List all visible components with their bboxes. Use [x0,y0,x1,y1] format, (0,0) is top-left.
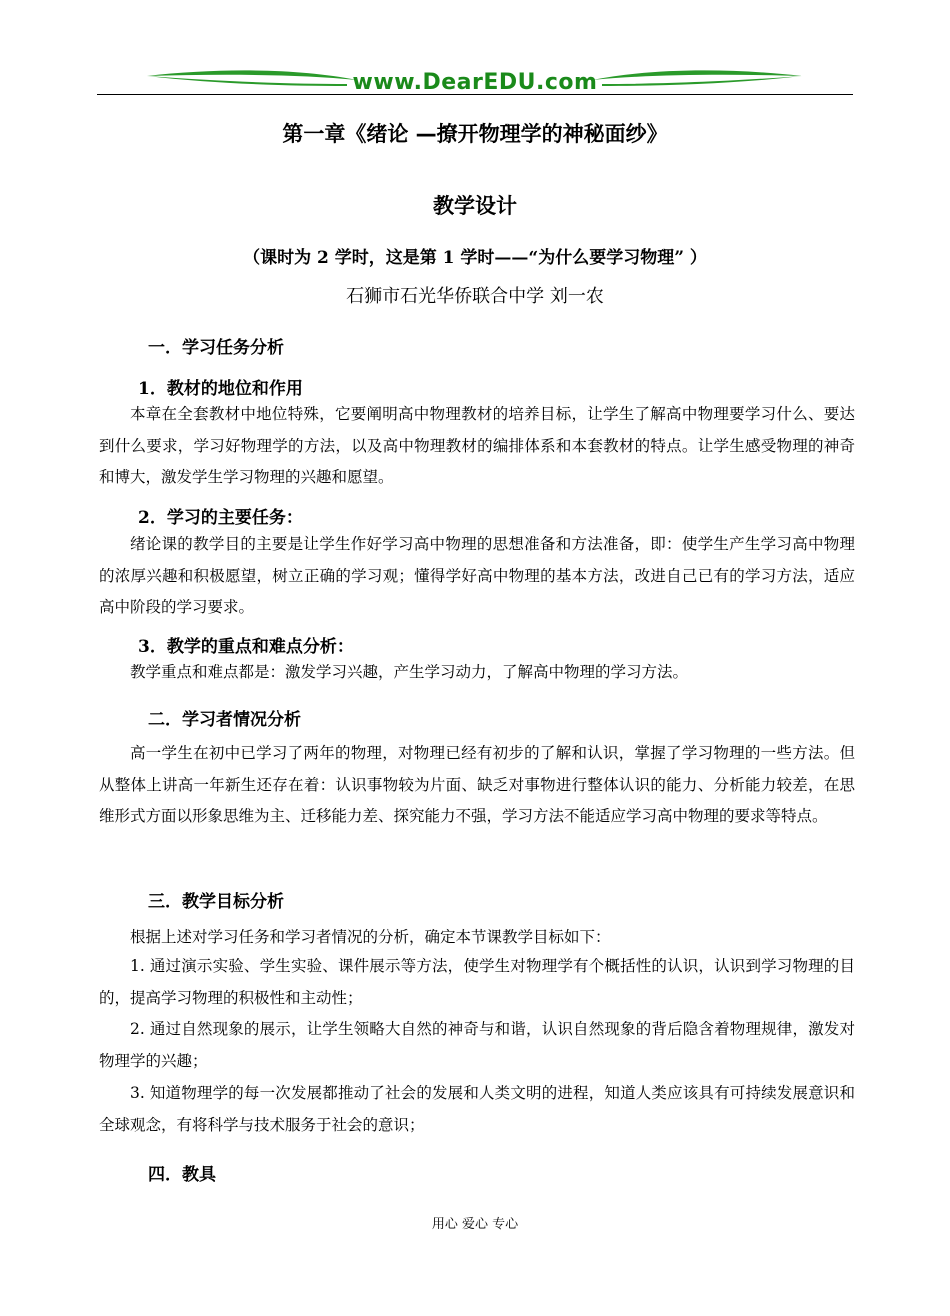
section-heading-learner-analysis: 二．学习者情况分析 [148,710,301,730]
paragraph-learner-analysis: 高一学生在初中已学习了两年的物理，对物理已经有初步的了解和认识，掌握了学习物理的一些方法。但从整体上讲高一年新生还存在着：认识事物较为片面、缺乏对事物进行整体认识的能力、分析能力较差，在思维形式方面以形象思维为主、迁移能力差、探究能力不强，学习方法不能适应学习高中物理的要求等特点。 [99,744,855,825]
section-heading-objectives: 三．教学目标分析 [148,892,284,912]
paragraph-textbook-role: 本章在全套教材中地位特殊，它要阐明高中物理教材的培养目标，让学生了解高中物理要学习什么、要达到什么要求，学习好物理学的方法，以及高中物理教材的编排体系和本套教材的特点。让学生感受物理的神奇和博大，激发学生学习物理的兴趣和愿望。 [99,405,855,486]
section-heading-task-analysis: 一．学习任务分析 [148,338,284,358]
objective-item-1: 1. 通过演示实验、学生实验、课件展示等方法，使学生对物理学有个概括性的认识，认识到学习物理的目的，提高学习物理的积极性和主动性； [99,957,855,1007]
paragraph-key-points: 教学重点和难点都是：激发学习兴趣，产生学习动力，了解高中物理的学习方法。 [130,663,689,681]
design-title: 教学设计 [433,194,517,218]
objective-item-2: 2. 通过自然现象的展示，让学生领略大自然的神奇与和谐，认识自然现象的背后隐含着物理规律，激发对物理学的兴趣； [99,1020,855,1070]
author-line: 石狮市石光华侨联合中学 刘一农 [346,286,604,307]
subheading-main-tasks: 2．学习的主要任务： [138,508,303,528]
paragraph-objectives-intro: 根据上述对学习任务和学习者情况的分析，确定本节课教学目标如下： [130,928,611,946]
paragraph-main-tasks: 绪论课的教学目的主要是让学生作好学习高中物理的思想准备和方法准备，即：使学生产生学习高中物理的浓厚兴趣和积极愿望，树立正确的学习观；懂得学好高中物理的基本方法，改进自己已有的学习方法，适应高中阶段的学习要求。 [99,535,855,616]
site-logo: www.DearEDU.com [352,70,598,95]
subheading-textbook-role: 1．教材的地位和作用 [138,379,303,399]
objective-item-3: 3. 知道物理学的每一次发展都推动了社会的发展和人类文明的进程，知道人类应该具有可持续发展意识和全球观念，有将科学与技术服务于社会的意识； [99,1084,855,1134]
page-footer: 用心 爱心 专心 [431,1217,519,1232]
lesson-subtitle: （课时为 2 学时，这是第 1 学时——“为什么要学习物理” ） [243,248,707,268]
section-heading-teaching-aids: 四．教具 [148,1165,216,1185]
site-header-banner [97,62,853,96]
subheading-key-points: 3．教学的重点和难点分析： [138,637,354,657]
chapter-title: 第一章《绪论 —撩开物理学的神秘面纱》 [282,122,668,146]
header-divider [97,94,853,95]
